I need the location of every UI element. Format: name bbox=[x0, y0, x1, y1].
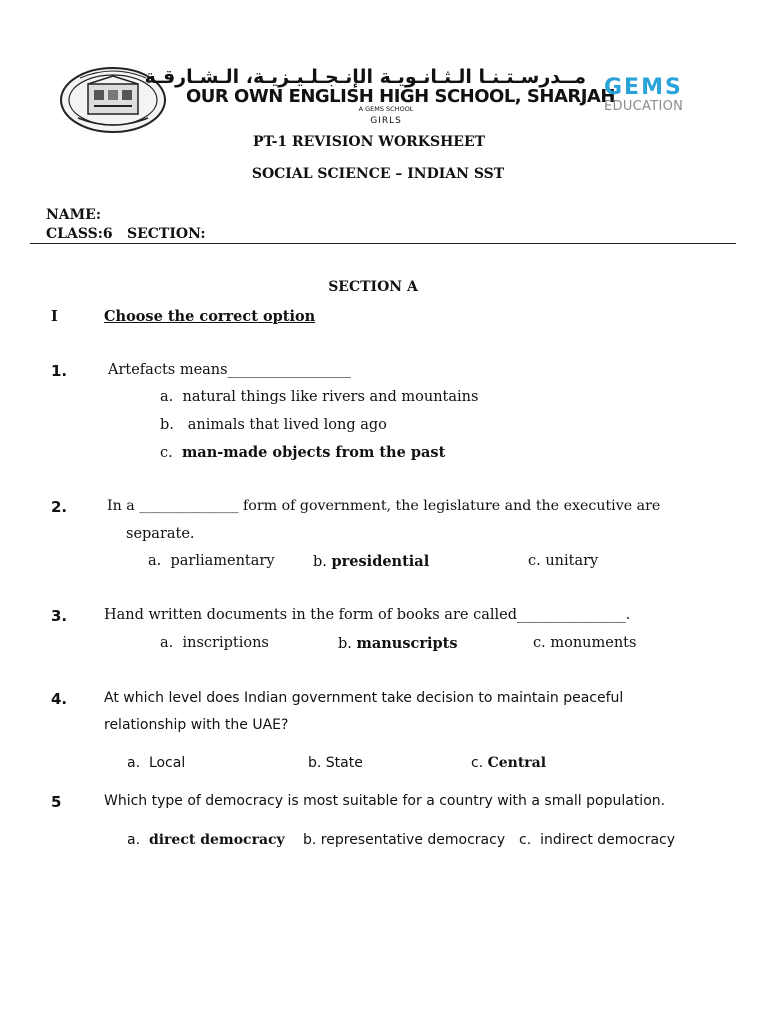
option-text-correct: direct democracy bbox=[148, 832, 285, 848]
option-a bbox=[160, 389, 478, 405]
name-label: NAME: bbox=[46, 207, 101, 223]
question-text-line2: relationship with the UAE? bbox=[104, 717, 289, 733]
question-text: Which type of democracy is most suitable for a country with a small population. bbox=[104, 793, 666, 809]
question-number: 3. bbox=[51, 607, 68, 625]
option-text: monuments bbox=[550, 635, 637, 651]
option-a bbox=[127, 832, 285, 848]
option-letter: a. bbox=[160, 635, 174, 651]
option-text: representative democracy bbox=[320, 832, 506, 848]
option-text: inscriptions bbox=[182, 635, 269, 651]
option-letter: c. bbox=[519, 832, 532, 848]
option-b bbox=[160, 417, 387, 433]
part-instruction: Choose the correct option bbox=[104, 308, 316, 325]
option-text-correct: manuscripts bbox=[356, 635, 458, 652]
school-type: GIRLS bbox=[370, 116, 402, 126]
question-number: 2. bbox=[51, 498, 68, 516]
gems-logo bbox=[604, 75, 714, 120]
option-c bbox=[519, 832, 675, 848]
option-text: unitary bbox=[545, 553, 599, 569]
option-c bbox=[471, 755, 546, 771]
option-a bbox=[148, 553, 275, 569]
option-text-correct: man-made objects from the past bbox=[181, 444, 446, 461]
option-a bbox=[160, 635, 269, 651]
option-letter: c. bbox=[471, 755, 484, 771]
option-letter: a. bbox=[160, 389, 174, 405]
option-text: indirect democracy bbox=[540, 832, 676, 848]
question-text-line2: separate. bbox=[126, 526, 195, 542]
option-letter: a. bbox=[148, 553, 162, 569]
option-letter: a. bbox=[127, 755, 141, 771]
question-number: 5 bbox=[51, 793, 62, 811]
option-text: parliamentary bbox=[170, 553, 275, 569]
option-text-correct: Central bbox=[487, 755, 547, 771]
gems-education-text: EDUCATION bbox=[604, 99, 684, 114]
option-b bbox=[338, 635, 457, 652]
subject-title: SOCIAL SCIENCE – INDIAN SST bbox=[251, 166, 505, 182]
option-text: State bbox=[325, 755, 363, 771]
option-letter: b. bbox=[338, 636, 352, 652]
question-text-line1: In a ______________ form of government, the legislature and the executive are bbox=[107, 498, 661, 514]
option-letter: c. bbox=[533, 635, 546, 651]
option-text: natural things like rivers and mountains bbox=[182, 389, 479, 405]
option-text: Local bbox=[148, 755, 186, 771]
question-number: 4. bbox=[51, 690, 68, 708]
question-text-line1: At which level does Indian government take decision to maintain peaceful bbox=[104, 690, 624, 706]
option-text-correct: presidential bbox=[331, 553, 430, 570]
question-text: Hand written documents in the form of books are called_______________. bbox=[104, 607, 631, 623]
option-b bbox=[313, 553, 429, 570]
option-text: animals that lived long ago bbox=[187, 417, 387, 433]
school-tagline: A GEMS SCHOOL bbox=[358, 105, 414, 113]
school-name: OUR OWN ENGLISH HIGH SCHOOL, SHARJAH bbox=[186, 86, 615, 107]
option-b bbox=[308, 755, 363, 771]
option-a bbox=[127, 755, 185, 771]
header-divider bbox=[30, 243, 736, 244]
class-label: CLASS:6 bbox=[46, 226, 113, 242]
question-number: 1. bbox=[51, 362, 68, 380]
option-letter: b. bbox=[308, 755, 322, 771]
option-c bbox=[160, 444, 445, 461]
section-label: SECTION: bbox=[127, 226, 206, 242]
section-heading: SECTION A bbox=[328, 279, 418, 295]
option-c bbox=[533, 635, 636, 651]
option-b bbox=[303, 832, 505, 848]
option-letter: c. bbox=[528, 553, 541, 569]
part-numeral: I bbox=[51, 308, 58, 325]
option-letter: b. bbox=[160, 417, 174, 433]
worksheet-title: PT-1 REVISION WORKSHEET bbox=[252, 134, 486, 150]
option-c bbox=[528, 553, 598, 569]
gems-logo-text: GEMS bbox=[604, 75, 683, 100]
school-name-arabic: مــدرسـتـنـا الـثـانـويـة الإنـجـلـيـزيـة، الـشـارقـة bbox=[144, 66, 586, 88]
option-letter: a. bbox=[127, 832, 141, 848]
option-letter: b. bbox=[303, 832, 317, 848]
option-letter: b. bbox=[313, 554, 327, 570]
question-text: Artefacts means_________________ bbox=[108, 362, 351, 378]
option-letter: c. bbox=[160, 445, 173, 461]
